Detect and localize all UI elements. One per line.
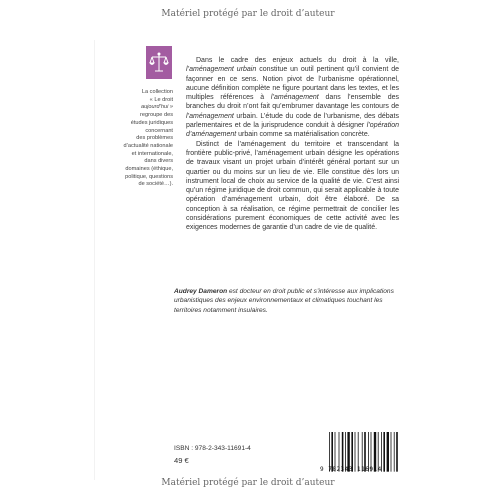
collection-logo (146, 46, 172, 79)
sidebar-line: politique, questions (125, 173, 173, 180)
sidebar-line: dans divers (144, 158, 173, 165)
sidebar-line: domaines (éthique, (125, 166, 173, 173)
copyright-watermark-top: Matériel protégé par le droit d’auteur (161, 9, 335, 19)
sidebar-line: études juridiques (130, 119, 173, 126)
sidebar-line: regroupe des (140, 112, 173, 119)
back-cover-summary (186, 56, 399, 233)
author-bio-text: est docteur en droit public et s’intéresse aux implications urbanistiques des enjeux environnementaux et climatiques touchant les territoires notamment insulaires. (174, 288, 394, 314)
summary-paragraph-1: Dans le cadre des enjeux actuels du droit à la ville, l’aménagement urbain constitue un outil pertinent qu’il convient de façonner en ce sens. Notion pivot de l’urbanisme opérationnel, aucune définition complète ne figure pourtant dans les textes, et les multiples références à l’aménagement dans l’ensemble des branches du droit n’ont fait qu’embrumer davantage les contours de l’aménagement urbain. L’étude du code de l’urbanisme, des débats parlementaires et de la jurisprudence conduit à désigner l’opération d’aménagement urbain comme sa matérialisation concrète. (186, 57, 400, 139)
sidebar-line: concernant (145, 127, 173, 134)
sidebar-line: La collection (141, 89, 173, 95)
sidebar-line: des problèmes (136, 135, 173, 142)
sidebar-line: d’actualité nationale (123, 142, 173, 149)
sidebar-line: et internationale, (131, 150, 173, 157)
barcode-number: 9 782343 116914 (320, 466, 382, 473)
scales-of-justice-icon (149, 51, 169, 75)
author-name: Audrey Dameron (174, 288, 228, 295)
sidebar-line: « Le droit (149, 96, 173, 103)
author-bio (174, 287, 400, 315)
sidebar-line: de société…). (138, 181, 173, 188)
collection-description (95, 89, 173, 189)
price-text: 49 € (174, 456, 189, 465)
summary-paragraph-2: Distinct de l’aménagement du territoire et transcendant la frontière public-privé, l’aménagement urbain désigne les opérations de travaux visant un projet urbain d’intérêt général portant sur un quartier ou du moins sur un lieu de vie. Elle constitue dès lors un instrument local de choix au service de la qualité de vie. C’est ainsi qu’un régime juridique de droit commun, qui serait applicable à toute opération d’aménagement urbain, doit être élaboré. De sa conception à sa réalisation, ce régime permettrait de concilier les considérations purement économiques de cette activité avec les exigences modernes de garantie d’un cadre de vie de qualité. (186, 140, 399, 232)
copyright-watermark-bottom: Matériel protégé par le droit d’auteur (161, 478, 335, 488)
sidebar-line: aujourd’hui » (140, 104, 173, 111)
isbn-text: ISBN : 978-2-343-11691-4 (174, 445, 251, 452)
